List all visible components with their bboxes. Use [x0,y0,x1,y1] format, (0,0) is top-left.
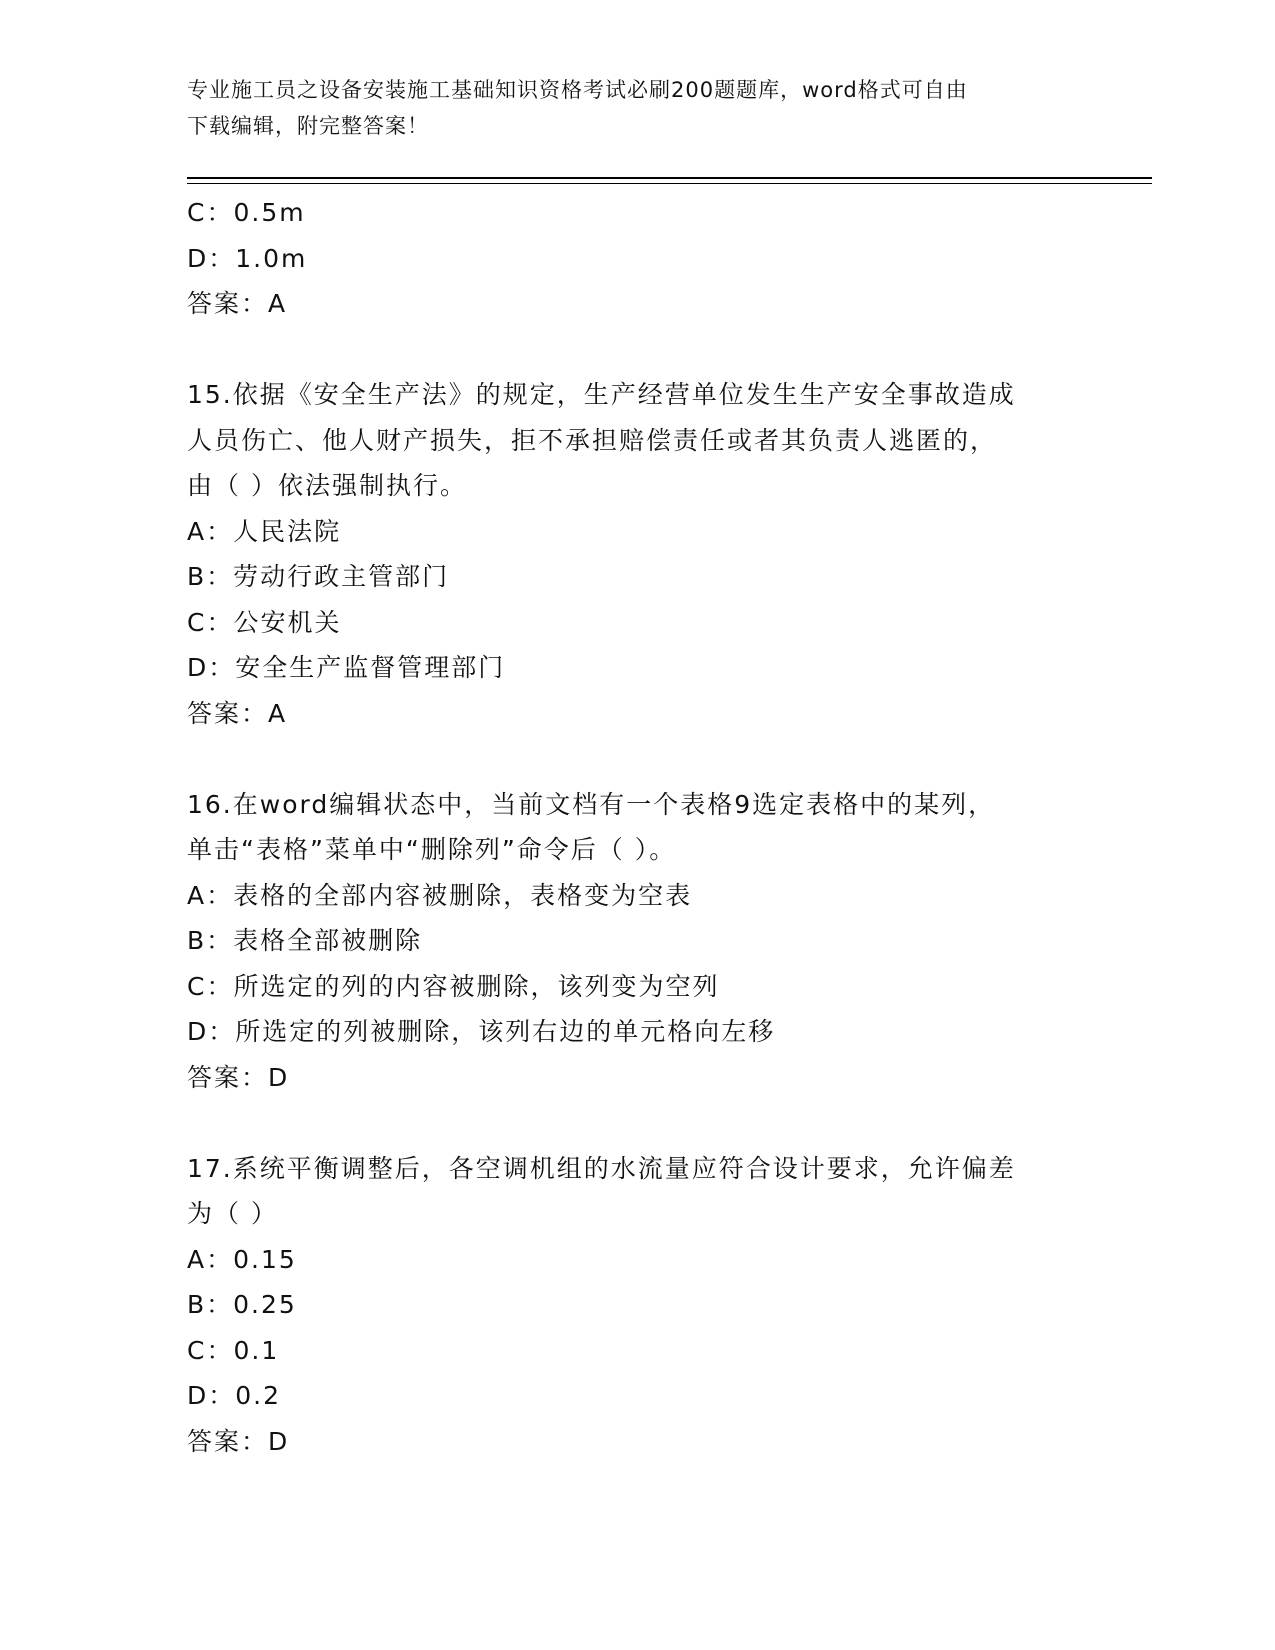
question-stem-line: 15.依据《安全生产法》的规定，生产经营单位发生生产安全事故造成 [187,380,1016,409]
option-letter: B： [187,926,234,955]
option-letter: A： [187,880,234,910]
question-stem-line: 由（ ）依法强制执行。 [187,471,467,500]
question-list [187,190,1087,1464]
option-letter: B： [187,562,234,591]
option-c [187,600,1087,646]
option-d [187,1373,1087,1419]
header-title-line-2: 下载编辑，附完整答案！ [187,114,429,138]
option-letter: D： [187,243,236,273]
spacer [187,1100,1087,1146]
option-letter: C： [187,198,234,227]
option-letter: C： [187,1335,234,1365]
option-text: 0.5m [233,198,306,227]
header-divider-thin [187,183,1152,184]
option-text: 劳动行政主管部门 [233,562,450,591]
option-text: 0.25 [233,1290,297,1319]
option-text: 所选定的列的内容被删除，该列变为空列 [233,971,720,1001]
option-a [187,873,1087,919]
question-16 [187,782,1087,1101]
option-d [187,1009,1087,1055]
option-letter: D： [187,1017,236,1046]
question-stem-line: 16.在word编辑状态中，当前文档有一个表格9选定表格中的某列， [187,789,996,819]
answer-line: 答案：A [187,698,288,728]
option-text: 0.1 [233,1335,280,1365]
header-divider-thick [187,177,1152,179]
question-stem-line: 单击“表格”菜单中“删除列”命令后（ ）。 [187,835,677,864]
answer-line: 答案：D [187,1426,290,1456]
option-c [187,1328,1087,1374]
option-d [187,236,1087,282]
question-17 [187,1146,1087,1465]
question-stem-line: 人员伤亡、他人财产损失，拒不承担赔偿责任或者其负责人逃匿的， [187,425,998,455]
answer-line: 答案：A [187,289,288,318]
option-text: 表格全部被删除 [233,926,423,955]
option-a [187,509,1087,555]
question-14-continuation [187,190,1087,327]
option-text: 1.0m [235,243,308,273]
spacer [187,736,1087,782]
option-letter: A： [187,516,234,546]
document-header [187,72,1067,144]
spacer [187,327,1087,373]
header-title-line-1: 专业施工员之设备安装施工基础知识资格考试必刷200题题库，word格式可自由 [187,78,968,102]
question-15 [187,372,1087,736]
option-letter: C： [187,971,234,1001]
question-stem-line: 17.系统平衡调整后，各空调机组的水流量应符合设计要求，允许偏差 [187,1153,1016,1183]
option-b [187,918,1087,964]
question-stem-line: 为（ ） [187,1199,278,1228]
option-letter: D： [187,653,236,682]
option-letter: D： [187,1381,236,1410]
option-a [187,1237,1087,1283]
option-c [187,964,1087,1010]
option-text: 0.2 [235,1381,282,1410]
option-text: 表格的全部内容被删除，表格变为空表 [233,880,693,910]
option-b [187,554,1087,600]
option-text: 人民法院 [233,516,342,546]
option-text: 公安机关 [233,607,342,637]
option-text: 安全生产监督管理部门 [235,653,506,682]
option-text: 0.15 [233,1244,297,1274]
option-d [187,645,1087,691]
option-c [187,190,1087,236]
answer-line: 答案：D [187,1062,290,1092]
option-letter: B： [187,1290,234,1319]
option-letter: A： [187,1244,234,1274]
option-b [187,1282,1087,1328]
option-text: 所选定的列被删除，该列右边的单元格向左移 [235,1017,776,1046]
option-letter: C： [187,607,234,637]
